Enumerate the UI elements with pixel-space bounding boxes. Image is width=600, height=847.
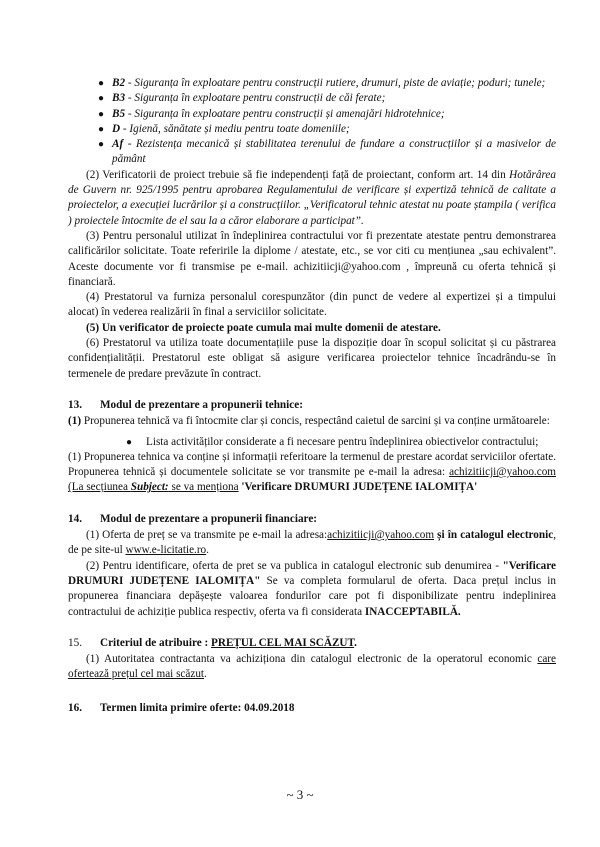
domain-text: - Siguranța în exploatare pentru construcții de căi ferate;	[125, 92, 386, 105]
domain-code: B2	[112, 77, 126, 89]
bullet-icon: ●	[126, 436, 133, 448]
bullet-icon: ●	[98, 78, 105, 89]
paragraph-2: (2) Verificatorii de proiect trebuie să fie independenți față de proiectant, conform art. 14 din Hotărârea de Guvern nr. 925/1995 pentru aprobarea Regulamentului de verificare și expertiză tehnică de calitate a proiectelor, a execuției lucrărilor și a construcțiilor. „Verificatorul tehnic atestat nu poate ștampila ( verifica ) proiectele întocmite de el sau la a căror elaborare a participat”.	[68, 168, 556, 227]
bullet-icon: ●	[98, 108, 105, 120]
bullet-icon: ●	[98, 93, 105, 105]
page-number: ~ 3 ~	[286, 787, 314, 802]
attestation-domain-list	[68, 76, 556, 168]
email-link[interactable]: achizitiicji@yahoo.com	[449, 466, 556, 479]
domain-text: - Rezistența mecanică și stabilitatea terenului de fundare a construcțiilor și a masivelor de pământ	[112, 138, 556, 166]
list-item	[98, 137, 556, 168]
paragraph-3: (3) Pentru personalul utilizat în îndeplinirea contractului vor fi prezentate atestate pentru demonstrarea calificărilor solicitate. Toate referirile la diplome / atestate, etc., se vor citi cu mențiunea „sau echivalent”. Aceste documente vor fi transmise pe e-mail. achizitiicji@yahoo.com , împreună cu oferta tehnică și financiară.	[68, 229, 556, 288]
section-14-heading: 14. Modul de prezentare a propunerii financiare:	[68, 512, 318, 525]
domain-text: - Siguranța în exploatare pentru construcții și amenajări hidrotehnice;	[125, 107, 445, 120]
section-13-paragraph-2: (1) Propunerea tehnica va conține și informații referitoare la termenul de prestare acordat serviciilor ofertate. Propunerea tehnică și documentele solicitate se vor transmite pe e-mail la adresa: achizitiicji@yahoo.com (La secțiunea Subject: se va menționa 'Verificare DRUMURI JUDEȚENE IALOMIȚA'	[68, 450, 556, 494]
section-14-paragraph-1: (1) Oferta de preț se va transmite pe e-mail la adresa:achizitiicji@yahoo.com și în catalogul electronic, de pe site-ul www.e-licitatie.ro.	[68, 529, 556, 557]
domain-text: - Igienă, sănătate și mediu pentru toate domeniile;	[120, 122, 350, 135]
website-link[interactable]: www.e-licitatie.ro	[125, 544, 207, 557]
list-item	[98, 91, 556, 106]
list-item	[98, 76, 556, 91]
section-13-heading: 13. Modul de prezentare a propunerii tehnice:	[68, 398, 303, 411]
domain-code: B3	[112, 92, 126, 105]
section-15-paragraph-1: (1) Autoritatea contractanta va achiziționa din catalogul electronic de la operatorul economic care ofertează prețul cel mai scăzut.	[68, 653, 556, 681]
section-16-heading: 16. Termen limita primire oferte: 04.09.2018	[68, 701, 295, 714]
section-13-paragraph-1: (1) Propunerea tehnică va fi întocmite clar și concis, respectând caietul de sarcini și va conține următoarele:	[68, 415, 550, 428]
bullet-icon: ●	[98, 139, 105, 151]
paragraph-4: (4) Prestatorul va furniza personalul corespunzător (din punct de vedere al expertizei și a timpului alocat) în vederea realizării în final a serviciilor solicitate.	[68, 291, 556, 319]
page-content	[68, 76, 556, 717]
paragraph-6: (6) Prestatorul va utiliza toate documentațiile puse la dispoziție doar în scopul solicitat și cu păstrarea confidențialității. Prestatorul este obligat să asigure verificarea proiectelor tehnice încadrându-se în termenele de predare prevăzute în contract.	[68, 337, 556, 380]
section-14-paragraph-2: (2) Pentru identificare, oferta de pret se va publica in catalogul electronic sub denumirea - "Verificare DRUMURI JUDEȚENE IALOMIȚA" Se va completa formularul de oferta. Daca prețul inclus in propunerea financiara depășește valoarea fondurilor care pot fi disponibilizate pentru indeplinirea contractului de achiziție publica respectiv, oferta va fi considerata INACCEPTABILĂ.	[68, 559, 556, 618]
domain-text: - Siguranța în exploatare pentru construcții rutiere, drumuri, piste de aviație; poduri; tunele;	[125, 77, 546, 89]
domain-code: D	[112, 122, 121, 135]
email-link[interactable]: achizitiicji@yahoo.com	[327, 529, 435, 542]
domain-code: B5	[112, 107, 126, 120]
list-item: ● Lista activităților considerate a fi necesare pentru îndeplinirea obiectivelor contractului;	[126, 435, 556, 450]
list-item	[98, 122, 556, 137]
domain-code: Af	[112, 138, 124, 151]
paragraph-5: (5) Un verificator de proiecte poate cumula mai multe domenii de atestare.	[86, 321, 441, 334]
section-15-heading: 15. Criteriul de atribuire : PREȚUL CEL MAI SCĂZUT.	[68, 636, 357, 649]
bullet-icon: ●	[98, 123, 105, 135]
list-item	[98, 107, 556, 122]
